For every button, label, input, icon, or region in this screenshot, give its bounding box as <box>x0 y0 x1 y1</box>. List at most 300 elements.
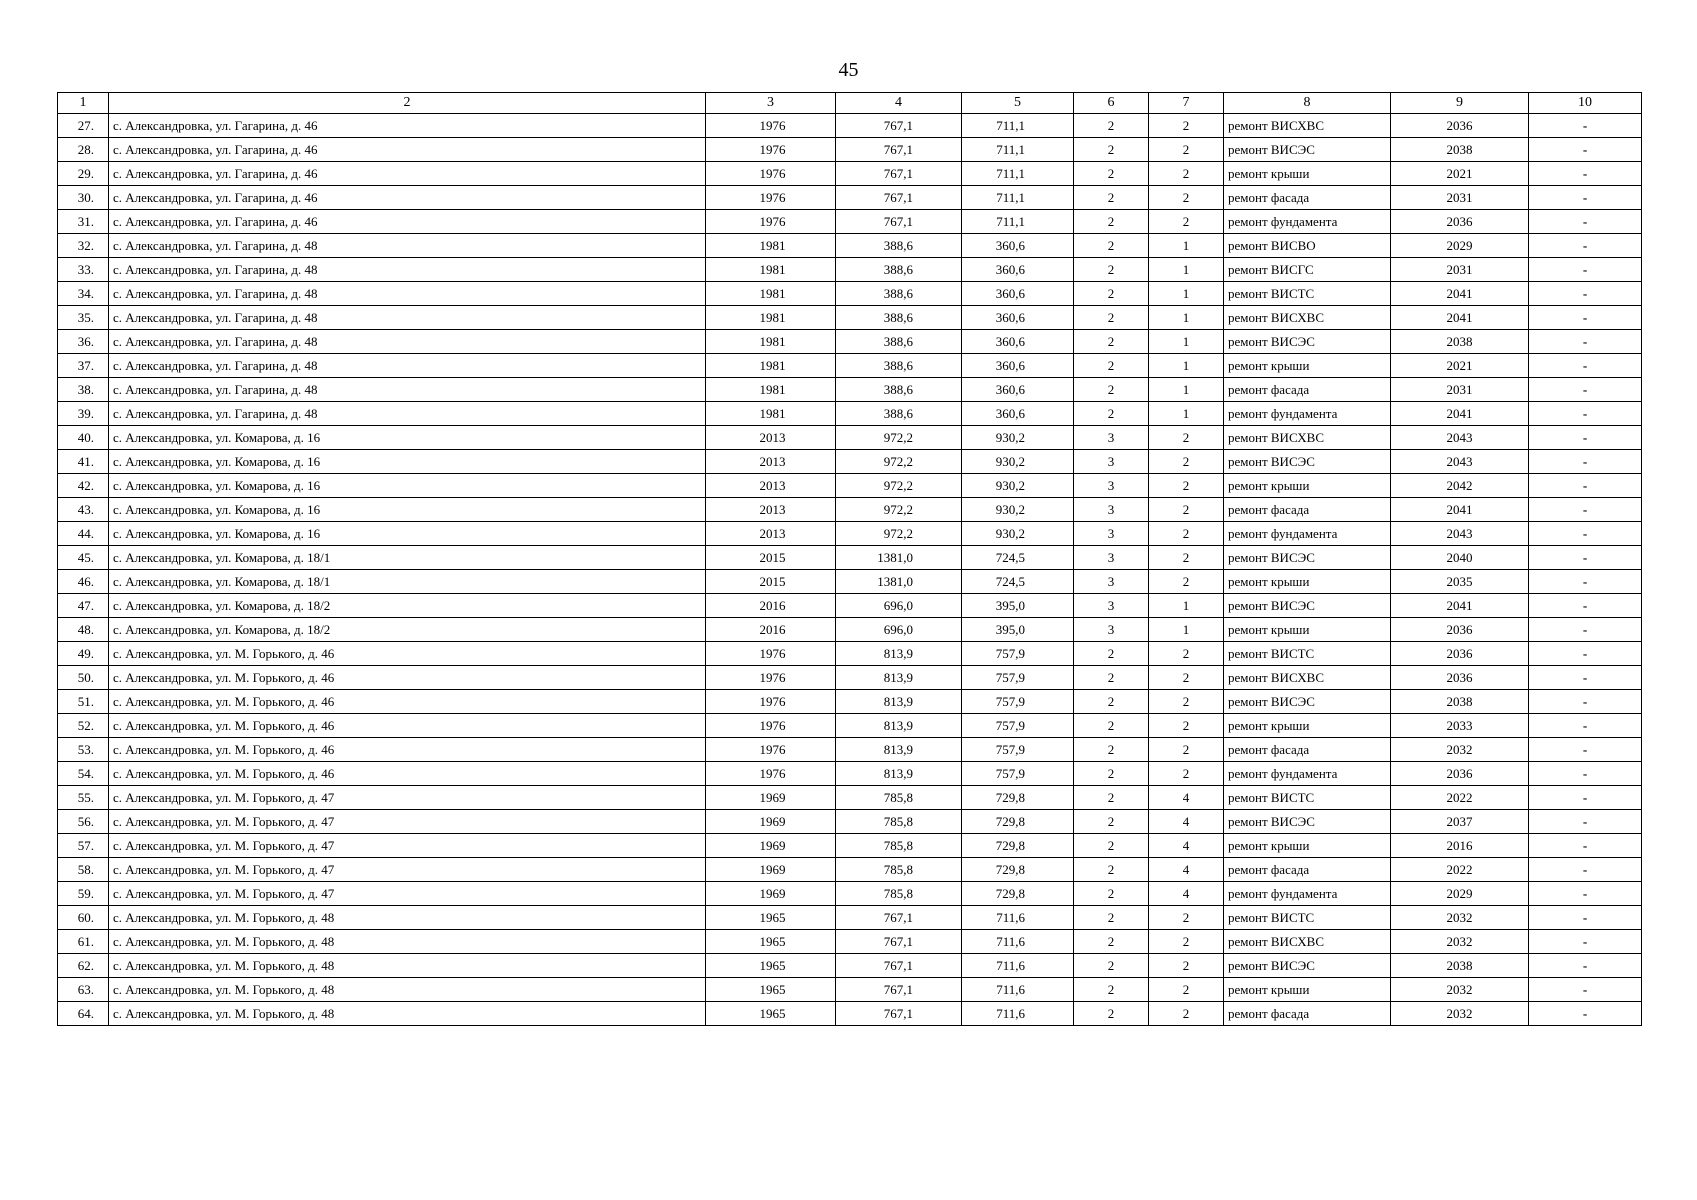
cell-living-area: 360,6 <box>962 330 1074 354</box>
table-row <box>58 786 1642 810</box>
cell-planned-year: 2041 <box>1391 402 1529 426</box>
table-row <box>58 954 1642 978</box>
table-row <box>58 810 1642 834</box>
cell-address: с. Александровка, ул. М. Горького, д. 47 <box>109 786 706 810</box>
cell-row-number: 34. <box>58 282 109 306</box>
cell-planned-year: 2032 <box>1391 1002 1529 1026</box>
cell-planned-year: 2038 <box>1391 954 1529 978</box>
cell-floors: 2 <box>1074 1002 1149 1026</box>
cell-build-year: 1965 <box>706 1002 836 1026</box>
cell-build-year: 1981 <box>706 306 836 330</box>
table-row <box>58 882 1642 906</box>
cell-entrances: 2 <box>1149 954 1224 978</box>
table-body <box>58 114 1642 1026</box>
cell-entrances: 4 <box>1149 834 1224 858</box>
cell-note: - <box>1529 114 1642 138</box>
cell-work-type: ремонт ВИСТС <box>1224 786 1391 810</box>
cell-work-type: ремонт ВИСЭС <box>1224 330 1391 354</box>
cell-work-type: ремонт фундамента <box>1224 522 1391 546</box>
cell-row-number: 58. <box>58 858 109 882</box>
cell-note: - <box>1529 642 1642 666</box>
cell-build-year: 1965 <box>706 930 836 954</box>
cell-planned-year: 2032 <box>1391 930 1529 954</box>
cell-total-area: 767,1 <box>836 1002 962 1026</box>
cell-entrances: 2 <box>1149 162 1224 186</box>
cell-entrances: 1 <box>1149 306 1224 330</box>
cell-floors: 2 <box>1074 834 1149 858</box>
cell-floors: 3 <box>1074 594 1149 618</box>
cell-floors: 3 <box>1074 450 1149 474</box>
cell-entrances: 2 <box>1149 522 1224 546</box>
cell-planned-year: 2041 <box>1391 306 1529 330</box>
cell-build-year: 1969 <box>706 882 836 906</box>
table-row <box>58 258 1642 282</box>
cell-floors: 2 <box>1074 138 1149 162</box>
table-row <box>58 714 1642 738</box>
cell-entrances: 2 <box>1149 498 1224 522</box>
cell-work-type: ремонт фасада <box>1224 186 1391 210</box>
cell-row-number: 52. <box>58 714 109 738</box>
cell-build-year: 1981 <box>706 378 836 402</box>
column-header: 8 <box>1224 93 1391 114</box>
cell-entrances: 2 <box>1149 450 1224 474</box>
column-header: 10 <box>1529 93 1642 114</box>
table-row <box>58 546 1642 570</box>
table-row <box>58 498 1642 522</box>
table-row <box>58 210 1642 234</box>
cell-build-year: 2015 <box>706 546 836 570</box>
cell-total-area: 388,6 <box>836 258 962 282</box>
cell-floors: 2 <box>1074 954 1149 978</box>
cell-row-number: 30. <box>58 186 109 210</box>
cell-work-type: ремонт фасада <box>1224 498 1391 522</box>
cell-work-type: ремонт крыши <box>1224 714 1391 738</box>
cell-build-year: 1976 <box>706 690 836 714</box>
cell-total-area: 785,8 <box>836 882 962 906</box>
cell-living-area: 360,6 <box>962 258 1074 282</box>
cell-living-area: 360,6 <box>962 234 1074 258</box>
cell-work-type: ремонт фундамента <box>1224 882 1391 906</box>
cell-total-area: 813,9 <box>836 666 962 690</box>
cell-row-number: 56. <box>58 810 109 834</box>
cell-build-year: 1969 <box>706 858 836 882</box>
cell-living-area: 711,1 <box>962 138 1074 162</box>
cell-address: с. Александровка, ул. Гагарина, д. 48 <box>109 306 706 330</box>
cell-address: с. Александровка, ул. М. Горького, д. 46 <box>109 762 706 786</box>
cell-note: - <box>1529 378 1642 402</box>
cell-planned-year: 2036 <box>1391 666 1529 690</box>
cell-total-area: 767,1 <box>836 954 962 978</box>
cell-floors: 3 <box>1074 498 1149 522</box>
cell-note: - <box>1529 210 1642 234</box>
cell-row-number: 64. <box>58 1002 109 1026</box>
cell-floors: 2 <box>1074 354 1149 378</box>
cell-floors: 2 <box>1074 906 1149 930</box>
cell-work-type: ремонт фундамента <box>1224 402 1391 426</box>
cell-build-year: 1976 <box>706 738 836 762</box>
cell-entrances: 2 <box>1149 546 1224 570</box>
cell-build-year: 1965 <box>706 906 836 930</box>
cell-row-number: 29. <box>58 162 109 186</box>
cell-build-year: 1981 <box>706 282 836 306</box>
cell-address: с. Александровка, ул. Гагарина, д. 46 <box>109 114 706 138</box>
cell-address: с. Александровка, ул. Комарова, д. 18/2 <box>109 594 706 618</box>
cell-note: - <box>1529 306 1642 330</box>
table-row <box>58 858 1642 882</box>
cell-living-area: 757,9 <box>962 690 1074 714</box>
cell-note: - <box>1529 714 1642 738</box>
cell-build-year: 1976 <box>706 666 836 690</box>
cell-row-number: 38. <box>58 378 109 402</box>
housing-register-table <box>57 92 1642 1026</box>
cell-floors: 2 <box>1074 858 1149 882</box>
cell-planned-year: 2036 <box>1391 762 1529 786</box>
cell-address: с. Александровка, ул. М. Горького, д. 47 <box>109 810 706 834</box>
cell-build-year: 2013 <box>706 474 836 498</box>
cell-living-area: 711,1 <box>962 210 1074 234</box>
cell-living-area: 729,8 <box>962 810 1074 834</box>
cell-total-area: 785,8 <box>836 810 962 834</box>
cell-work-type: ремонт ВИСЭС <box>1224 954 1391 978</box>
cell-entrances: 4 <box>1149 786 1224 810</box>
cell-note: - <box>1529 594 1642 618</box>
cell-address: с. Александровка, ул. Гагарина, д. 48 <box>109 234 706 258</box>
column-header: 5 <box>962 93 1074 114</box>
cell-entrances: 2 <box>1149 978 1224 1002</box>
cell-address: с. Александровка, ул. Комарова, д. 16 <box>109 426 706 450</box>
cell-work-type: ремонт крыши <box>1224 834 1391 858</box>
cell-note: - <box>1529 282 1642 306</box>
cell-living-area: 724,5 <box>962 546 1074 570</box>
cell-build-year: 2016 <box>706 594 836 618</box>
cell-row-number: 55. <box>58 786 109 810</box>
cell-entrances: 2 <box>1149 210 1224 234</box>
cell-work-type: ремонт ВИСТС <box>1224 642 1391 666</box>
cell-entrances: 1 <box>1149 330 1224 354</box>
cell-planned-year: 2040 <box>1391 546 1529 570</box>
cell-total-area: 972,2 <box>836 498 962 522</box>
cell-work-type: ремонт крыши <box>1224 978 1391 1002</box>
cell-total-area: 767,1 <box>836 186 962 210</box>
cell-build-year: 2013 <box>706 450 836 474</box>
cell-build-year: 1981 <box>706 330 836 354</box>
cell-address: с. Александровка, ул. Гагарина, д. 46 <box>109 186 706 210</box>
table-row <box>58 738 1642 762</box>
cell-address: с. Александровка, ул. Комарова, д. 18/1 <box>109 546 706 570</box>
cell-floors: 2 <box>1074 810 1149 834</box>
cell-row-number: 42. <box>58 474 109 498</box>
cell-work-type: ремонт фундамента <box>1224 210 1391 234</box>
cell-floors: 2 <box>1074 666 1149 690</box>
cell-total-area: 813,9 <box>836 690 962 714</box>
table-row <box>58 594 1642 618</box>
cell-entrances: 1 <box>1149 354 1224 378</box>
cell-address: с. Александровка, ул. Гагарина, д. 48 <box>109 378 706 402</box>
cell-row-number: 43. <box>58 498 109 522</box>
cell-living-area: 360,6 <box>962 402 1074 426</box>
cell-entrances: 1 <box>1149 402 1224 426</box>
cell-note: - <box>1529 906 1642 930</box>
cell-total-area: 388,6 <box>836 282 962 306</box>
cell-living-area: 711,6 <box>962 930 1074 954</box>
cell-address: с. Александровка, ул. Гагарина, д. 46 <box>109 162 706 186</box>
cell-total-area: 785,8 <box>836 858 962 882</box>
cell-total-area: 388,6 <box>836 402 962 426</box>
table-row <box>58 378 1642 402</box>
cell-build-year: 1981 <box>706 258 836 282</box>
cell-living-area: 711,6 <box>962 954 1074 978</box>
cell-total-area: 972,2 <box>836 426 962 450</box>
cell-build-year: 2016 <box>706 618 836 642</box>
cell-work-type: ремонт ВИСХВС <box>1224 114 1391 138</box>
cell-build-year: 2013 <box>706 426 836 450</box>
cell-floors: 3 <box>1074 474 1149 498</box>
cell-work-type: ремонт ВИСХВС <box>1224 426 1391 450</box>
cell-address: с. Александровка, ул. М. Горького, д. 46 <box>109 714 706 738</box>
cell-note: - <box>1529 834 1642 858</box>
cell-planned-year: 2022 <box>1391 858 1529 882</box>
column-header: 1 <box>58 93 109 114</box>
cell-total-area: 972,2 <box>836 450 962 474</box>
cell-build-year: 1976 <box>706 186 836 210</box>
cell-build-year: 1981 <box>706 354 836 378</box>
cell-total-area: 972,2 <box>836 522 962 546</box>
cell-build-year: 1965 <box>706 954 836 978</box>
cell-living-area: 711,6 <box>962 1002 1074 1026</box>
cell-total-area: 972,2 <box>836 474 962 498</box>
cell-note: - <box>1529 930 1642 954</box>
cell-row-number: 63. <box>58 978 109 1002</box>
cell-floors: 2 <box>1074 162 1149 186</box>
cell-planned-year: 2029 <box>1391 882 1529 906</box>
cell-entrances: 2 <box>1149 930 1224 954</box>
table-row <box>58 618 1642 642</box>
cell-entrances: 2 <box>1149 186 1224 210</box>
cell-planned-year: 2036 <box>1391 114 1529 138</box>
cell-total-area: 767,1 <box>836 978 962 1002</box>
cell-row-number: 60. <box>58 906 109 930</box>
cell-planned-year: 2036 <box>1391 642 1529 666</box>
column-header: 2 <box>109 93 706 114</box>
cell-work-type: ремонт крыши <box>1224 354 1391 378</box>
cell-work-type: ремонт ВИСЭС <box>1224 138 1391 162</box>
cell-total-area: 813,9 <box>836 714 962 738</box>
cell-floors: 2 <box>1074 786 1149 810</box>
cell-total-area: 767,1 <box>836 162 962 186</box>
cell-entrances: 2 <box>1149 642 1224 666</box>
cell-planned-year: 2035 <box>1391 570 1529 594</box>
cell-entrances: 4 <box>1149 810 1224 834</box>
cell-note: - <box>1529 546 1642 570</box>
cell-total-area: 767,1 <box>836 906 962 930</box>
column-header: 6 <box>1074 93 1149 114</box>
cell-address: с. Александровка, ул. Гагарина, д. 46 <box>109 210 706 234</box>
cell-build-year: 1976 <box>706 762 836 786</box>
cell-address: с. Александровка, ул. М. Горького, д. 47 <box>109 834 706 858</box>
cell-build-year: 1969 <box>706 810 836 834</box>
cell-planned-year: 2031 <box>1391 378 1529 402</box>
cell-build-year: 1969 <box>706 786 836 810</box>
cell-entrances: 2 <box>1149 906 1224 930</box>
cell-total-area: 785,8 <box>836 834 962 858</box>
cell-work-type: ремонт фасада <box>1224 738 1391 762</box>
cell-floors: 2 <box>1074 402 1149 426</box>
cell-address: с. Александровка, ул. М. Горького, д. 46 <box>109 690 706 714</box>
header-row <box>58 93 1642 114</box>
cell-planned-year: 2031 <box>1391 186 1529 210</box>
cell-note: - <box>1529 498 1642 522</box>
cell-total-area: 388,6 <box>836 306 962 330</box>
cell-entrances: 2 <box>1149 1002 1224 1026</box>
cell-row-number: 27. <box>58 114 109 138</box>
cell-planned-year: 2043 <box>1391 522 1529 546</box>
cell-note: - <box>1529 738 1642 762</box>
cell-row-number: 50. <box>58 666 109 690</box>
cell-row-number: 36. <box>58 330 109 354</box>
cell-address: с. Александровка, ул. Гагарина, д. 46 <box>109 138 706 162</box>
cell-living-area: 729,8 <box>962 786 1074 810</box>
table-row <box>58 330 1642 354</box>
cell-floors: 3 <box>1074 570 1149 594</box>
cell-floors: 2 <box>1074 642 1149 666</box>
cell-row-number: 49. <box>58 642 109 666</box>
cell-address: с. Александровка, ул. М. Горького, д. 47 <box>109 882 706 906</box>
cell-planned-year: 2041 <box>1391 498 1529 522</box>
table-row <box>58 282 1642 306</box>
table-row <box>58 474 1642 498</box>
cell-total-area: 767,1 <box>836 138 962 162</box>
cell-work-type: ремонт ВИСГС <box>1224 258 1391 282</box>
cell-address: с. Александровка, ул. Комарова, д. 16 <box>109 522 706 546</box>
cell-entrances: 1 <box>1149 594 1224 618</box>
cell-address: с. Александровка, ул. Комарова, д. 16 <box>109 474 706 498</box>
table-row <box>58 666 1642 690</box>
cell-build-year: 1976 <box>706 642 836 666</box>
table-row <box>58 306 1642 330</box>
cell-work-type: ремонт ВИСЭС <box>1224 810 1391 834</box>
cell-entrances: 2 <box>1149 714 1224 738</box>
cell-row-number: 45. <box>58 546 109 570</box>
cell-entrances: 2 <box>1149 474 1224 498</box>
cell-planned-year: 2031 <box>1391 258 1529 282</box>
cell-row-number: 54. <box>58 762 109 786</box>
cell-living-area: 395,0 <box>962 594 1074 618</box>
cell-address: с. Александровка, ул. Комарова, д. 16 <box>109 498 706 522</box>
cell-address: с. Александровка, ул. Гагарина, д. 48 <box>109 402 706 426</box>
page-number: 45 <box>838 59 859 81</box>
cell-note: - <box>1529 522 1642 546</box>
table-row <box>58 978 1642 1002</box>
cell-floors: 2 <box>1074 114 1149 138</box>
cell-address: с. Александровка, ул. М. Горького, д. 46 <box>109 666 706 690</box>
cell-build-year: 1969 <box>706 834 836 858</box>
cell-work-type: ремонт крыши <box>1224 570 1391 594</box>
cell-note: - <box>1529 666 1642 690</box>
cell-note: - <box>1529 762 1642 786</box>
cell-entrances: 2 <box>1149 738 1224 762</box>
cell-living-area: 757,9 <box>962 642 1074 666</box>
cell-work-type: ремонт ВИСХВС <box>1224 930 1391 954</box>
cell-address: с. Александровка, ул. М. Горького, д. 48 <box>109 954 706 978</box>
cell-total-area: 767,1 <box>836 210 962 234</box>
cell-floors: 2 <box>1074 762 1149 786</box>
cell-build-year: 1976 <box>706 714 836 738</box>
cell-planned-year: 2038 <box>1391 138 1529 162</box>
cell-address: с. Александровка, ул. М. Горького, д. 47 <box>109 858 706 882</box>
cell-work-type: ремонт ВИСТС <box>1224 906 1391 930</box>
cell-total-area: 1381,0 <box>836 546 962 570</box>
cell-work-type: ремонт ВИСЭС <box>1224 546 1391 570</box>
cell-total-area: 813,9 <box>836 738 962 762</box>
cell-work-type: ремонт крыши <box>1224 162 1391 186</box>
cell-entrances: 2 <box>1149 690 1224 714</box>
cell-row-number: 41. <box>58 450 109 474</box>
cell-address: с. Александровка, ул. М. Горького, д. 48 <box>109 1002 706 1026</box>
cell-note: - <box>1529 258 1642 282</box>
cell-work-type: ремонт фасада <box>1224 378 1391 402</box>
cell-address: с. Александровка, ул. Комарова, д. 16 <box>109 450 706 474</box>
cell-planned-year: 2043 <box>1391 426 1529 450</box>
cell-entrances: 4 <box>1149 858 1224 882</box>
cell-living-area: 757,9 <box>962 666 1074 690</box>
cell-row-number: 35. <box>58 306 109 330</box>
cell-planned-year: 2041 <box>1391 594 1529 618</box>
cell-floors: 2 <box>1074 306 1149 330</box>
cell-total-area: 813,9 <box>836 642 962 666</box>
cell-note: - <box>1529 810 1642 834</box>
cell-row-number: 62. <box>58 954 109 978</box>
cell-total-area: 388,6 <box>836 354 962 378</box>
cell-planned-year: 2033 <box>1391 714 1529 738</box>
cell-total-area: 388,6 <box>836 330 962 354</box>
cell-planned-year: 2032 <box>1391 738 1529 762</box>
cell-note: - <box>1529 426 1642 450</box>
cell-floors: 2 <box>1074 882 1149 906</box>
cell-total-area: 696,0 <box>836 594 962 618</box>
table-row <box>58 450 1642 474</box>
cell-planned-year: 2021 <box>1391 354 1529 378</box>
cell-row-number: 39. <box>58 402 109 426</box>
table-row <box>58 690 1642 714</box>
cell-planned-year: 2038 <box>1391 690 1529 714</box>
column-header: 7 <box>1149 93 1224 114</box>
cell-address: с. Александровка, ул. М. Горького, д. 48 <box>109 906 706 930</box>
cell-address: с. Александровка, ул. М. Горького, д. 46 <box>109 642 706 666</box>
cell-living-area: 729,8 <box>962 834 1074 858</box>
cell-floors: 3 <box>1074 522 1149 546</box>
cell-entrances: 2 <box>1149 570 1224 594</box>
cell-row-number: 59. <box>58 882 109 906</box>
cell-note: - <box>1529 858 1642 882</box>
cell-note: - <box>1529 882 1642 906</box>
table-row <box>58 1002 1642 1026</box>
cell-build-year: 2013 <box>706 498 836 522</box>
cell-total-area: 1381,0 <box>836 570 962 594</box>
cell-build-year: 1976 <box>706 114 836 138</box>
cell-note: - <box>1529 186 1642 210</box>
cell-living-area: 729,8 <box>962 882 1074 906</box>
cell-address: с. Александровка, ул. М. Горького, д. 46 <box>109 738 706 762</box>
cell-work-type: ремонт фундамента <box>1224 762 1391 786</box>
cell-planned-year: 2037 <box>1391 810 1529 834</box>
cell-floors: 2 <box>1074 714 1149 738</box>
cell-row-number: 37. <box>58 354 109 378</box>
table-row <box>58 762 1642 786</box>
cell-note: - <box>1529 450 1642 474</box>
cell-note: - <box>1529 162 1642 186</box>
table-row <box>58 138 1642 162</box>
cell-build-year: 1976 <box>706 138 836 162</box>
